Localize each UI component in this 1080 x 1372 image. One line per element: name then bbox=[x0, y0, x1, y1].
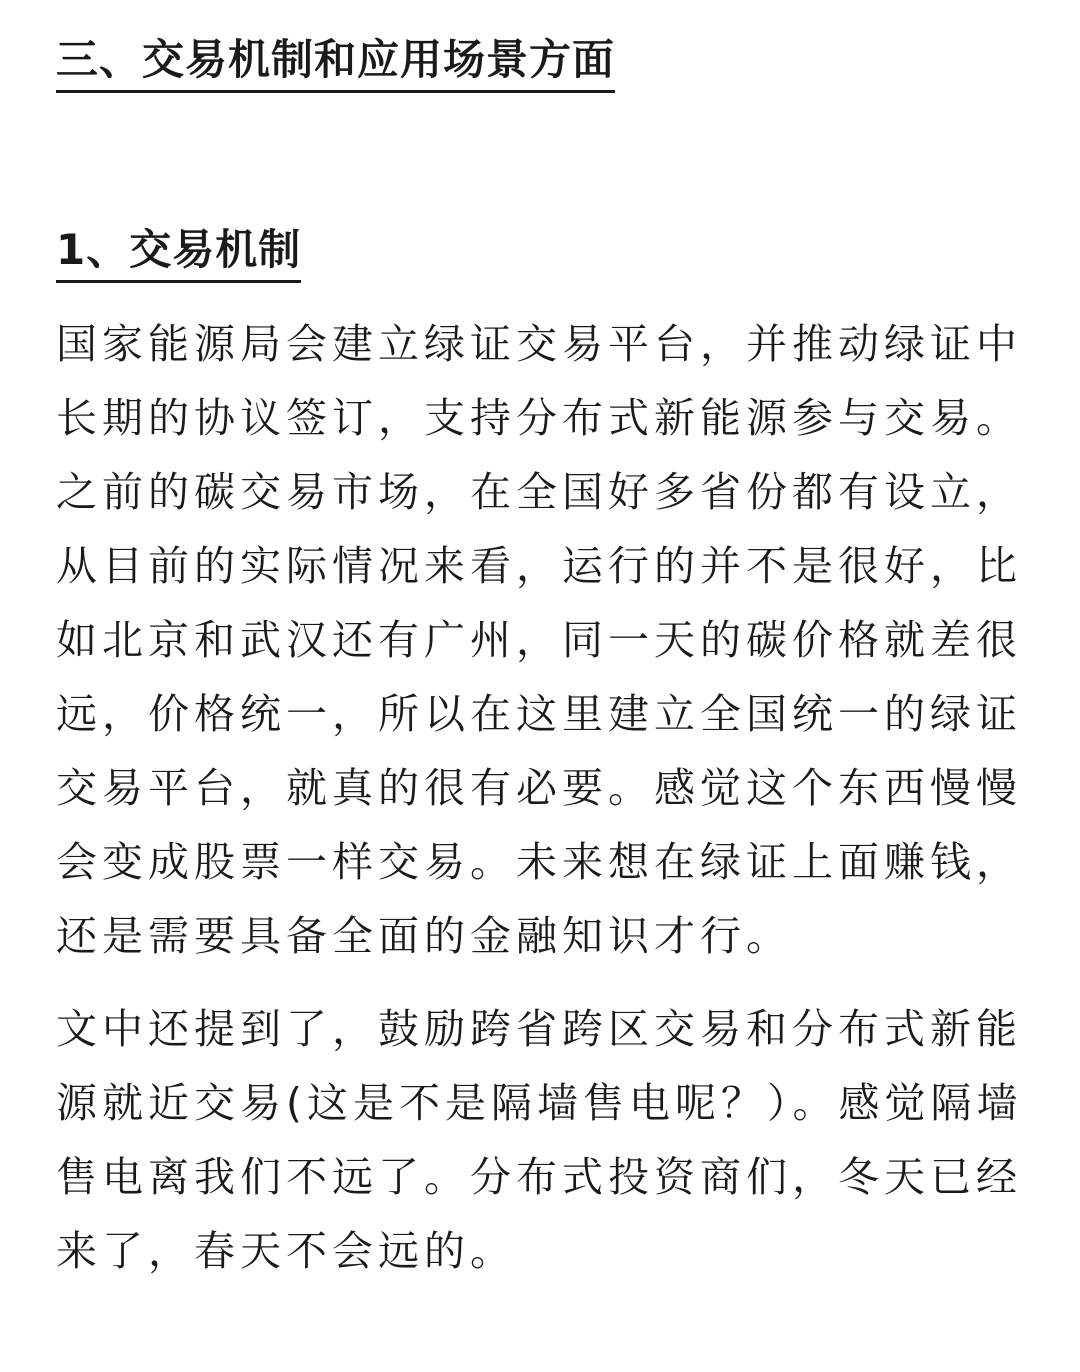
paragraph-trading-mechanism bbox=[56, 307, 1031, 973]
section-title: 三、交易机制和应用场景方面 bbox=[56, 32, 615, 93]
paragraph-line: 从目前的实际情况来看，运行的并不是很好，比 bbox=[56, 542, 1022, 590]
paragraph-cross-region-trading bbox=[56, 992, 1031, 1288]
paragraph-line: 还是需要具备全面的金融知识才行。 bbox=[56, 912, 792, 960]
paragraph-line: 源就近交易(这是不是隔墙售电呢？）。感觉隔墙 bbox=[56, 1079, 1023, 1127]
paragraph-line: 交易平台，就真的很有必要。感觉这个东西慢慢 bbox=[56, 764, 1022, 812]
paragraph-line: 售电离我们不远了。分布式投资商们，冬天已经 bbox=[56, 1153, 1022, 1201]
paragraph-line: 之前的碳交易市场，在全国好多省份都有设立， bbox=[56, 468, 1022, 516]
paragraph-line: 如北京和武汉还有广州，同一天的碳价格就差很 bbox=[56, 616, 1022, 664]
paragraph-line: 文中还提到了，鼓励跨省跨区交易和分布式新能 bbox=[56, 1005, 1022, 1053]
paragraph-line: 国家能源局会建立绿证交易平台，并推动绿证中 bbox=[56, 320, 1022, 368]
paragraph-line: 来了，春天不会远的。 bbox=[56, 1227, 516, 1275]
paragraph-line: 会变成股票一样交易。未来想在绿证上面赚钱， bbox=[56, 838, 1022, 886]
subsection-title: 1、交易机制 bbox=[56, 222, 301, 283]
paragraph-line: 长期的协议签订，支持分布式新能源参与交易。 bbox=[56, 394, 1022, 442]
paragraph-line: 远，价格统一，所以在这里建立全国统一的绿证 bbox=[56, 690, 1022, 738]
